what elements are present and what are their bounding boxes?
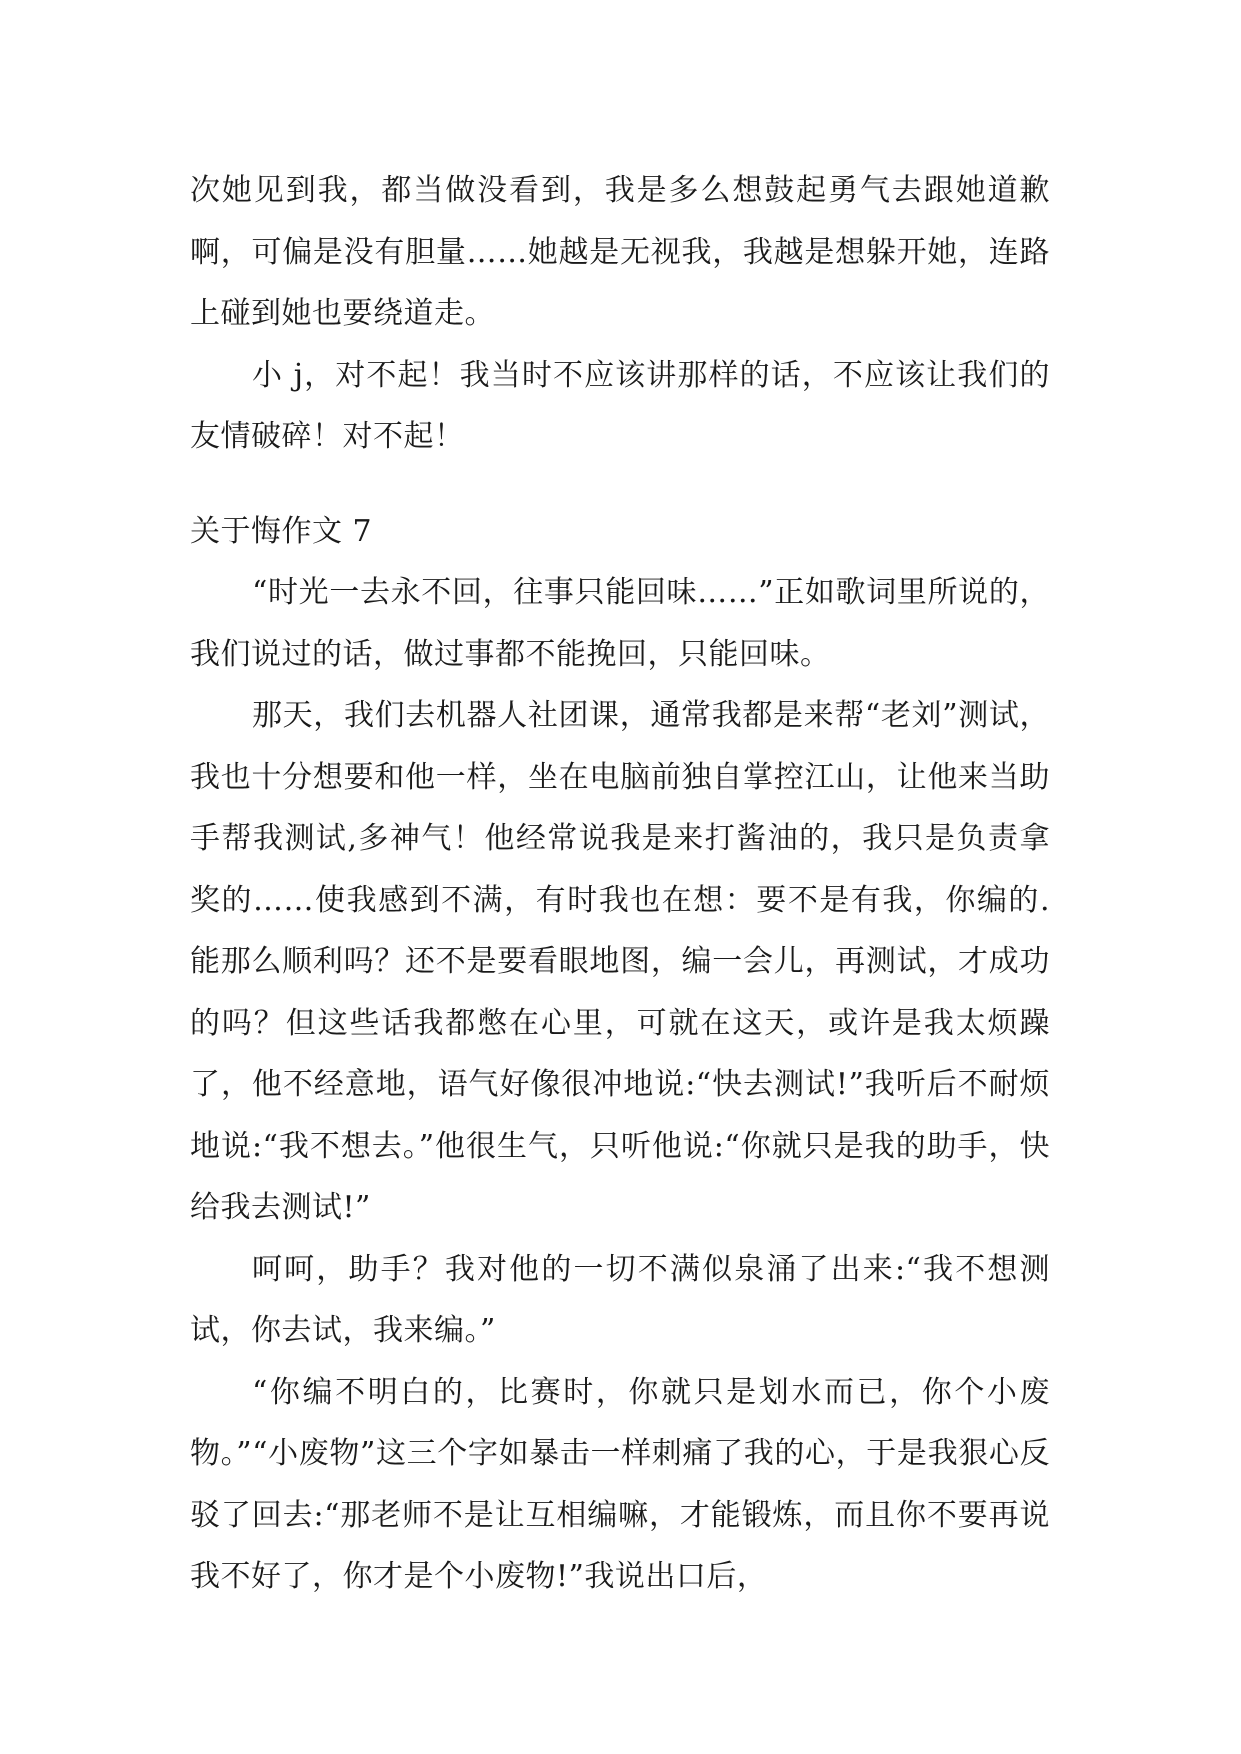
- paragraph-robot-club: 那天，我们去机器人社团课，通常我都是来帮“老刘”测试，我也十分想要和他一样，坐在电脑前独自掌控江山，让他来当助手帮我测试,多神气！他经常说我是来打酱油的，我只是负责拿奖的……使我感到不满，有时我也在想：要不是有我，你编的.能那么顺利吗？还不是要看眼地图，编一会儿，再测试，才成功的吗？但这些话我都憋在心里，可就在这天，或许是我太烦躁了，他不经意地，语气好像很冲地说:“快去测试!”我听后不耐烦地说:“我不想去。”他很生气，只听他说:“你就只是我的助手，快给我去测试!”: [190, 698, 1050, 1225]
- paragraph-lyrics: “时光一去永不回，往事只能回味……”正如歌词里所说的，我们说过的话，做过事都不能挽回，只能回味。: [190, 575, 1050, 672]
- paragraph-continued: 次她见到我，都当做没看到，我是多么想鼓起勇气去跟她道歉啊，可偏是没有胆量……她越是无视我，我越是想躲开她，连路上碰到她也要绕道走。: [190, 173, 1050, 331]
- paragraph-apology: 小 j，对不起！我当时不应该讲那样的话，不应该让我们的友情破碎！对不起！: [190, 357, 1050, 454]
- document-body: [190, 160, 1050, 1608]
- paragraph-assistant: 呵呵，助手？我对他的一切不满似泉涌了出来:“我不想测试，你去试，我来编。”: [190, 1251, 1050, 1348]
- paragraph-argument: “你编不明白的，比赛时，你就只是划水而已，你个小废物。”“小废物”这三个字如暴击一样刺痛了我的心，于是我狠心反驳了回去:“那老师不是让互相编嘛，才能锻炼，而且你不要再说我不好了，你才是个小废物!”我说出口后，: [190, 1374, 1050, 1594]
- section-title: 关于悔作文 7: [190, 513, 373, 549]
